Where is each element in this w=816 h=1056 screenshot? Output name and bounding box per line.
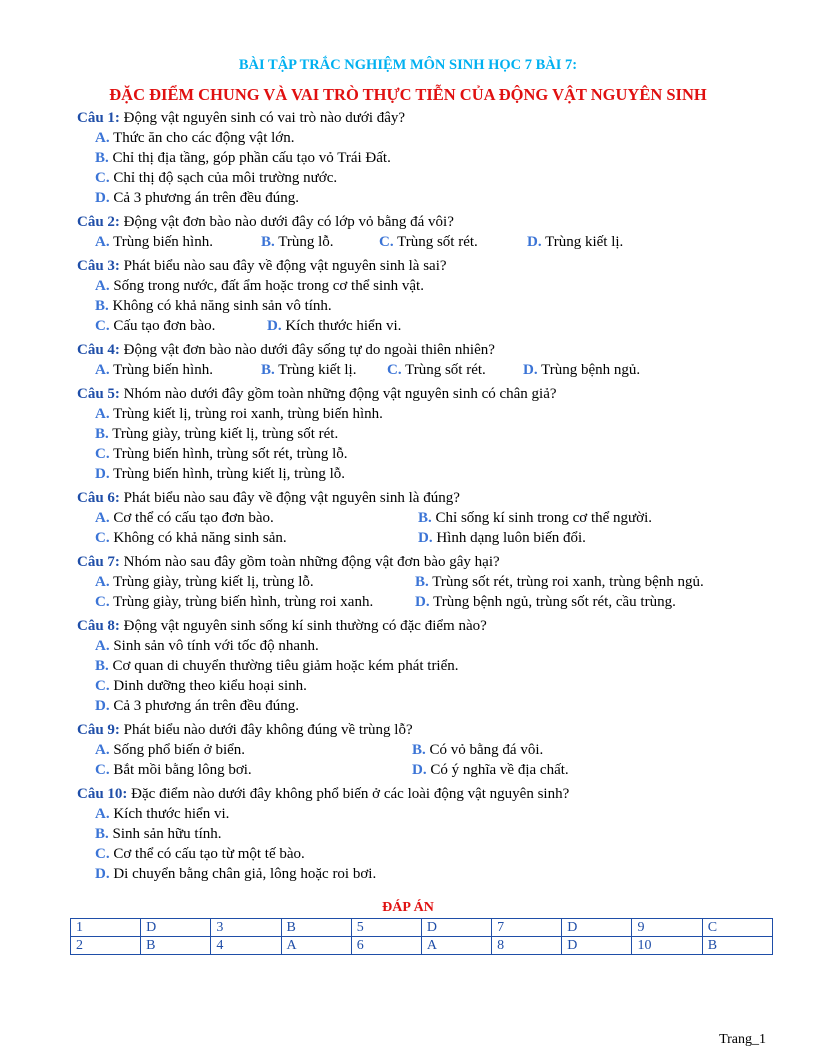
- question-list: [77, 108, 777, 888]
- option-c: C. Dinh dưỡng theo kiểu hoại sinh.: [95, 678, 307, 694]
- table-cell: 1: [71, 919, 141, 937]
- question-4: [77, 340, 777, 380]
- option-b: B. Trùng sốt rét, trùng roi xanh, trùng bệnh ngủ.: [415, 574, 704, 590]
- question-label: Câu 2:: [77, 214, 120, 230]
- option-a: A. Trùng biến hình.: [95, 234, 213, 250]
- table-cell: 6: [351, 937, 421, 955]
- question-text: Nhóm nào sau đây gồm toàn những động vật đơn bào gây hại?: [119, 554, 500, 570]
- option-c: C. Trùng biến hình, trùng sốt rét, trùng lỗ.: [95, 446, 348, 462]
- option-c: C. Chỉ thị độ sạch của môi trường nước.: [95, 170, 338, 186]
- option-c: C. Trùng sốt rét.: [379, 234, 478, 250]
- answer-key-table: [70, 918, 773, 955]
- option-d: D. Cả 3 phương án trên đều đúng.: [95, 190, 299, 206]
- option-b: B. Sinh sản hữu tính.: [95, 826, 222, 842]
- page-number: Trang_1: [719, 1032, 766, 1047]
- option-b: B. Có vỏ bằng đá vôi.: [412, 742, 544, 758]
- option-d: D. Trùng biến hình, trùng kiết lị, trùng lỗ.: [95, 466, 346, 482]
- option-b: B. Cơ quan di chuyển thường tiêu giảm hoặc kém phát triển.: [95, 658, 459, 674]
- table-cell: A: [421, 937, 491, 955]
- option-d: D. Kích thước hiển vi.: [267, 318, 402, 334]
- table-cell: A: [281, 937, 351, 955]
- question-label: Câu 6:: [77, 490, 120, 506]
- option-b: B. Chỉ sống kí sinh trong cơ thể người.: [418, 510, 653, 526]
- table-cell: D: [562, 919, 632, 937]
- option-b: B. Trùng lỗ.: [261, 234, 334, 250]
- option-c: C. Bắt mồi bằng lông bơi.: [95, 762, 252, 778]
- option-d: D. Di chuyển bằng chân giả, lông hoặc roi bơi.: [95, 866, 377, 882]
- option-b: B. Không có khả năng sinh sản vô tính.: [95, 298, 332, 314]
- question-label: Câu 7:: [77, 554, 120, 570]
- option-c: C. Cơ thể có cấu tạo từ một tế bào.: [95, 846, 305, 862]
- option-b: B. Trùng giày, trùng kiết lị, trùng sốt rét.: [95, 426, 339, 442]
- table-cell: 2: [71, 937, 141, 955]
- option-a: A. Trùng giày, trùng kiết lị, trùng lỗ.: [95, 574, 314, 590]
- option-c: C. Trùng sốt rét.: [387, 362, 486, 378]
- question-label: Câu 5:: [77, 386, 120, 402]
- question-text: Động vật nguyên sinh có vai trò nào dưới đây?: [119, 110, 406, 126]
- table-cell: 4: [211, 937, 281, 955]
- question-6: [77, 488, 777, 548]
- question-10: [77, 784, 777, 884]
- option-a: A. Cơ thể có cấu tạo đơn bào.: [95, 510, 274, 526]
- table-cell: B: [281, 919, 351, 937]
- question-label: Câu 3:: [77, 258, 120, 274]
- question-text: Phát biểu nào dưới đây không đúng về trùng lỗ?: [119, 722, 413, 738]
- question-2: [77, 212, 777, 252]
- option-a: A. Kích thước hiển vi.: [95, 806, 230, 822]
- question-text: Phát biểu nào sau đây về động vật nguyên sinh là đúng?: [119, 490, 460, 506]
- question-text: Phát biểu nào sau đây về động vật nguyên sinh là sai?: [119, 258, 447, 274]
- question-label: Câu 9:: [77, 722, 120, 738]
- option-b: B. Trùng kiết lị.: [261, 362, 357, 378]
- option-d: D. Cả 3 phương án trên đều đúng.: [95, 698, 299, 714]
- option-d: D. Trùng kiết lị.: [527, 234, 624, 250]
- table-cell: C: [702, 919, 772, 937]
- answer-key-title: ĐÁP ÁN: [382, 900, 434, 915]
- table-cell: 3: [211, 919, 281, 937]
- option-d: D. Hình dạng luôn biến đổi.: [418, 530, 586, 546]
- table-cell: 5: [351, 919, 421, 937]
- option-a: A. Trùng kiết lị, trùng roi xanh, trùng biến hình.: [95, 406, 383, 422]
- question-7: [77, 552, 777, 612]
- question-text: Nhóm nào dưới đây gồm toàn những động vật nguyên sinh có chân giả?: [119, 386, 557, 402]
- table-row: [71, 919, 773, 937]
- option-a: A. Trùng biến hình.: [95, 362, 213, 378]
- question-text: Động vật đơn bào nào dưới đây sống tự do ngoài thiên nhiên?: [119, 342, 495, 358]
- table-cell: B: [702, 937, 772, 955]
- question-text: Động vật nguyên sinh sống kí sinh thường có đặc điểm nào?: [119, 618, 487, 634]
- option-c: C. Không có khả năng sinh sản.: [95, 530, 287, 546]
- question-text: Đặc điểm nào dưới đây không phổ biến ở các loài động vật nguyên sinh?: [127, 786, 570, 802]
- option-b: B. Chỉ thị địa tầng, góp phần cấu tạo vỏ Trái Đất.: [95, 150, 391, 166]
- question-5: [77, 384, 777, 484]
- table-cell: D: [562, 937, 632, 955]
- option-d: D. Trùng bệnh ngủ.: [523, 362, 641, 378]
- question-text: Động vật đơn bào nào dưới đây có lớp vỏ bằng đá vôi?: [119, 214, 454, 230]
- question-9: [77, 720, 777, 780]
- question-label: Câu 10:: [77, 786, 128, 802]
- table-cell: 8: [492, 937, 562, 955]
- table-cell: 9: [632, 919, 702, 937]
- table-cell: 10: [632, 937, 702, 955]
- question-label: Câu 8:: [77, 618, 120, 634]
- question-1: [77, 108, 777, 208]
- table-cell: 7: [492, 919, 562, 937]
- worksheet-subtitle: ĐẶC ĐIỂM CHUNG VÀ VAI TRÒ THỰC TIỄN CỦA ĐỘNG VẬT NGUYÊN SINH: [109, 85, 707, 104]
- option-d: D. Có ý nghĩa về địa chất.: [412, 762, 569, 778]
- option-d: D. Trùng bệnh ngủ, trùng sốt rét, cầu trùng.: [415, 594, 676, 610]
- table-cell: D: [421, 919, 491, 937]
- worksheet-title: BÀI TẬP TRẮC NGHIỆM MÔN SINH HỌC 7 BÀI 7:: [238, 57, 578, 73]
- question-label: Câu 1:: [77, 110, 120, 126]
- question-8: [77, 616, 777, 716]
- table-cell: D: [141, 919, 211, 937]
- option-a: A. Sống phổ biến ở biển.: [95, 742, 246, 758]
- table-cell: B: [141, 937, 211, 955]
- option-c: C. Trùng giày, trùng biến hình, trùng roi xanh.: [95, 594, 374, 610]
- table-row: [71, 937, 773, 955]
- question-label: Câu 4:: [77, 342, 120, 358]
- option-a: A. Sinh sản vô tính với tốc độ nhanh.: [95, 638, 319, 654]
- option-a: A. Sống trong nước, đất ẩm hoặc trong cơ thể sinh vật.: [95, 278, 424, 294]
- option-c: C. Cấu tạo đơn bào.: [95, 318, 216, 334]
- question-3: [77, 256, 777, 336]
- option-a: A. Thức ăn cho các động vật lớn.: [95, 130, 295, 146]
